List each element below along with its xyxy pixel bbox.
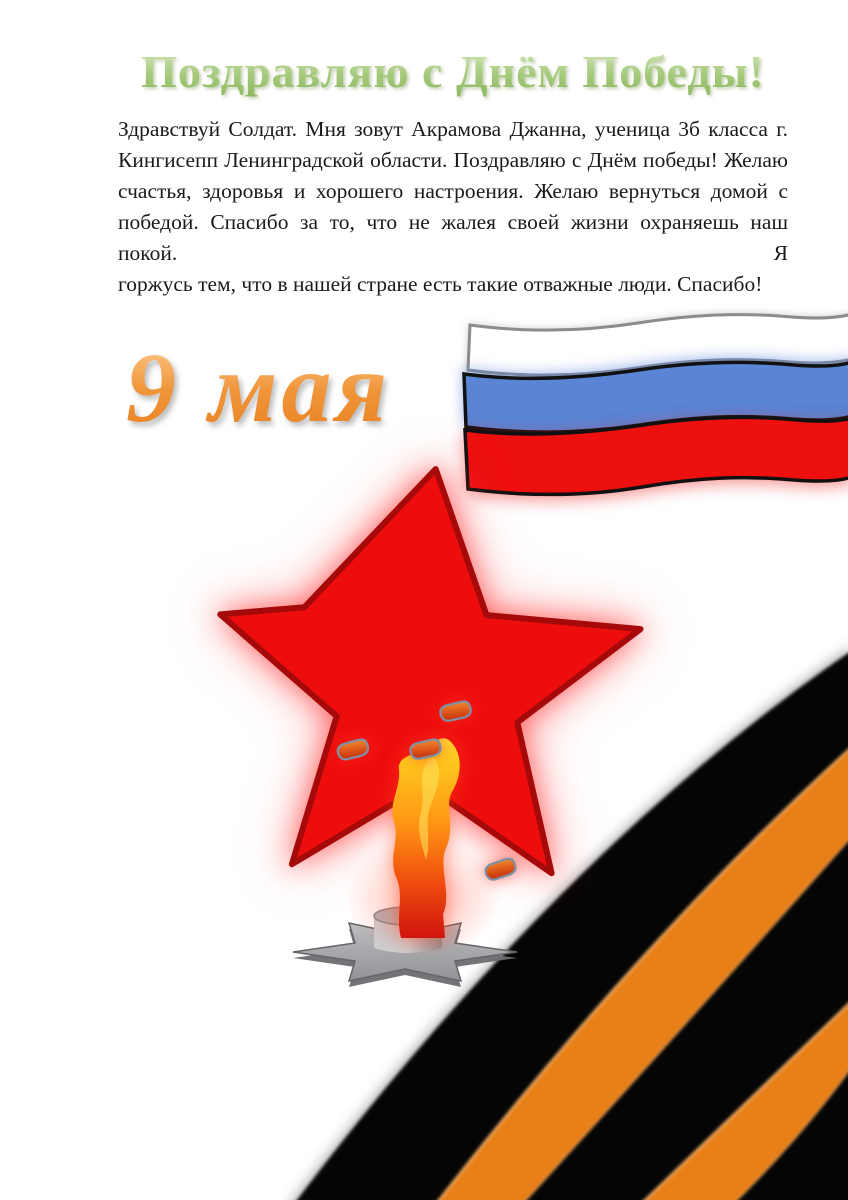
letter-line: победой. Спасибо за то, что не жалея своей жизни охраняешь наш покой. Я — [118, 210, 788, 265]
letter-line: Здравствуй Солдат. Мня зовут Акрамова Джанна, ученица 3б класса г. — [118, 117, 788, 141]
date-9-may: 9 мая — [126, 332, 392, 443]
letter-text — [118, 114, 788, 300]
letter-line: счастья, здоровья и хорошего настроения. Желаю вернуться домой с — [118, 179, 788, 203]
russian-flag-icon — [464, 314, 848, 494]
page-title: Поздравляю с Днём Победы! — [118, 46, 788, 99]
letter-line: Кингисепп Ленинградской области. Поздравляю с Днём победы! Желаю — [118, 148, 788, 172]
letter-line: горжусь тем, что в нашей стране есть такие отважные люди. Спасибо! — [118, 272, 763, 296]
spark-icon — [484, 858, 517, 881]
